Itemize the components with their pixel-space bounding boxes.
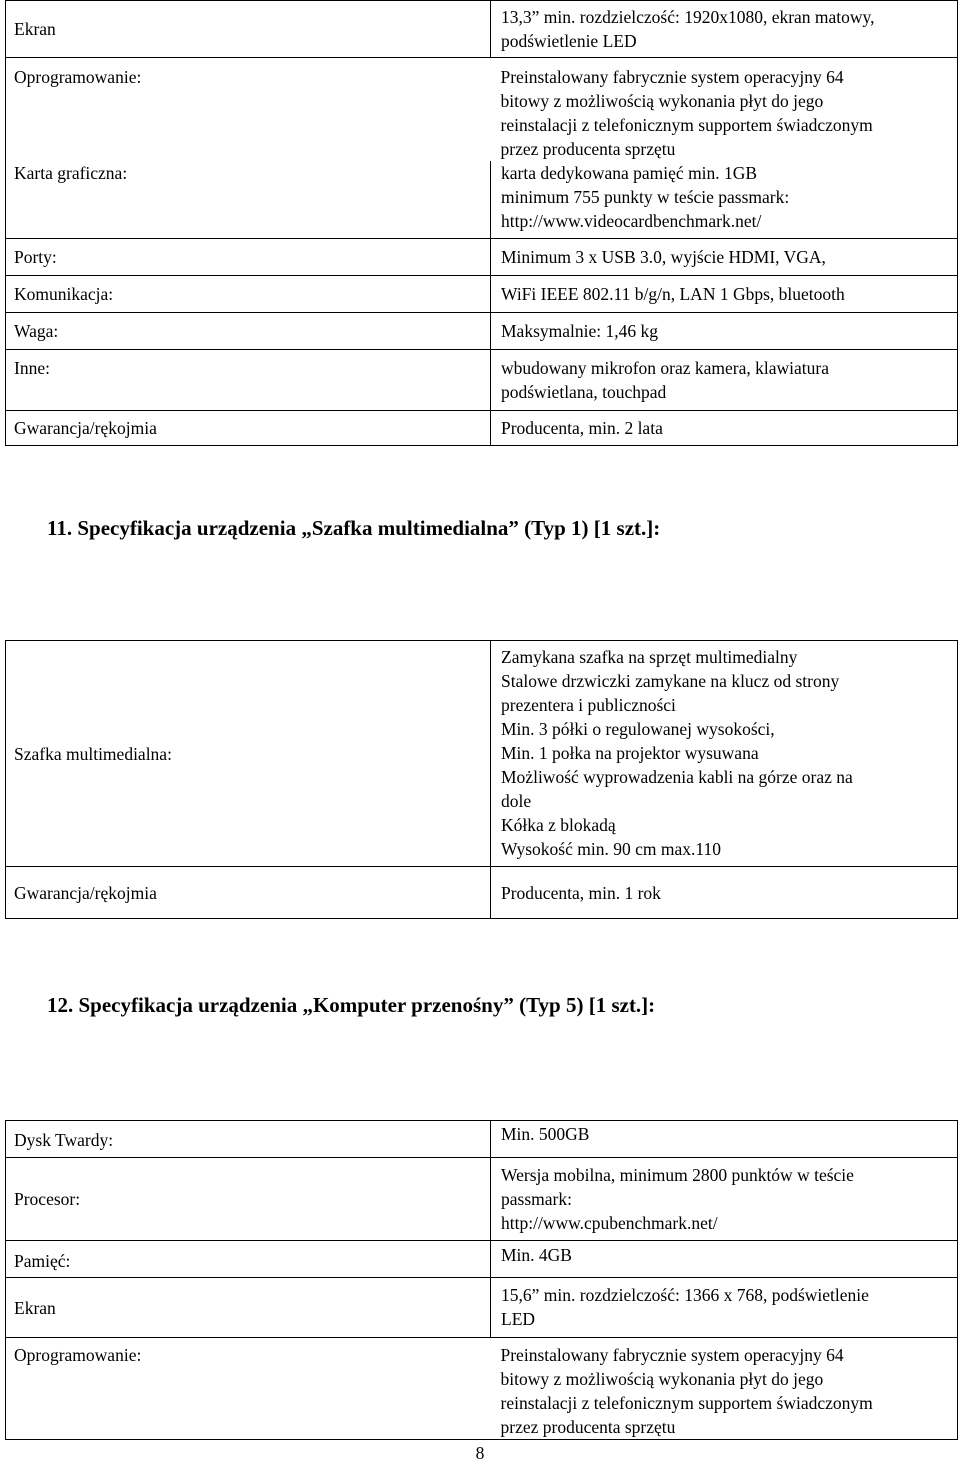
value-line: prezentera i publiczności	[501, 695, 676, 715]
value-line: Min. 500GB	[501, 1124, 590, 1144]
row-label-cell	[6, 641, 491, 867]
row-value-cell	[491, 411, 958, 446]
value-line: minimum 755 punkty w teście passmark:	[501, 187, 790, 207]
value-line: Stalowe drzwiczki zamykane na klucz od strony	[501, 671, 840, 691]
value-line: Preinstalowany fabrycznie system operacyjny 64	[500, 67, 844, 87]
row-label-cell	[6, 276, 491, 313]
row-label: Komunikacja:	[14, 284, 114, 304]
row-label-cell	[6, 1, 491, 58]
row-value-cell	[491, 1241, 958, 1278]
value-line: Możliwość wyprowadzenia kabli na górze oraz na	[501, 767, 853, 787]
row-label: Karta graficzna:	[14, 163, 128, 183]
value-line: bitowy z możliwością wykonania płyt do jego	[500, 1369, 824, 1389]
value-line: Kółka z blokadą	[501, 815, 616, 835]
value-line: dole	[501, 791, 532, 811]
row-label-cell	[6, 58, 491, 162]
row-value-cell	[491, 313, 958, 350]
row-label: Procesor:	[14, 1189, 81, 1209]
row-value-cell	[491, 239, 958, 276]
value-line: Maksymalnie: 1,46 kg	[501, 321, 658, 341]
table-row	[6, 1241, 958, 1278]
row-label: Oprogramowanie:	[14, 1345, 142, 1365]
row-label: Gwarancja/rękojmia	[14, 418, 157, 438]
row-label-cell	[6, 411, 491, 446]
row-value-cell	[491, 1, 958, 58]
row-label: Dysk Twardy:	[14, 1130, 114, 1150]
row-label-cell	[6, 313, 491, 350]
row-value-cell	[491, 641, 958, 867]
row-value-cell	[491, 350, 958, 411]
value-line: Zamykana szafka na sprzęt multimedialny	[501, 647, 798, 667]
value-line: Wysokość min. 90 cm max.110	[501, 839, 721, 859]
row-label: Ekran	[14, 19, 56, 39]
row-label-cell	[6, 1241, 491, 1278]
table-row	[6, 58, 958, 162]
value-line: Producenta, min. 2 lata	[501, 418, 663, 438]
value-line: wbudowany mikrofon oraz kamera, klawiatura	[501, 358, 830, 378]
row-label: Inne:	[14, 358, 50, 378]
spec-table-laptop-continued	[5, 0, 958, 446]
spec-table-multimedia-cabinet	[5, 640, 958, 919]
value-line: przez producenta sprzętu	[500, 1417, 676, 1437]
row-label-cell	[6, 1338, 491, 1440]
value-line: reinstalacji z telefonicznym supportem świadczonym	[500, 1393, 873, 1413]
row-label: Szafka multimedialna:	[14, 743, 172, 764]
value-line: WiFi IEEE 802.11 b/g/n, LAN 1 Gbps, bluetooth	[501, 284, 845, 304]
row-label-cell	[6, 1278, 491, 1338]
value-line: Min. 4GB	[501, 1245, 572, 1265]
row-label: Ekran	[14, 1297, 56, 1318]
value-line: Producenta, min. 1 rok	[501, 882, 661, 903]
row-value-cell	[491, 867, 958, 919]
row-label-cell	[6, 239, 491, 276]
row-label-cell	[6, 1121, 491, 1158]
section-heading-12: 12. Specyfikacja urządzenia „Komputer przenośny” (Typ 5) [1 szt.]:	[47, 993, 656, 1017]
value-line: reinstalacji z telefonicznym supportem świadczonym	[500, 115, 873, 135]
value-line: przez producenta sprzętu	[500, 139, 676, 159]
value-line: 15,6” min. rozdzielczość: 1366 x 768, podświetlenie	[501, 1285, 869, 1305]
table-row	[6, 641, 958, 867]
table-row	[6, 350, 958, 411]
row-label: Oprogramowanie:	[14, 67, 142, 87]
table-row	[6, 1158, 958, 1241]
row-value-cell	[491, 1278, 958, 1338]
section-heading-11: 11. Specyfikacja urządzenia „Szafka multimedialna” (Typ 1) [1 szt.]:	[47, 516, 661, 540]
row-label: Waga:	[14, 321, 59, 341]
value-line: passmark:	[501, 1189, 572, 1209]
value-line: http://www.cpubenchmark.net/	[501, 1213, 718, 1233]
table-row	[6, 867, 958, 919]
page-number: 8	[475, 1443, 485, 1463]
row-label-cell	[6, 161, 491, 239]
row-value-cell	[491, 1338, 958, 1440]
value-line: Minimum 3 x USB 3.0, wyjście HDMI, VGA,	[501, 247, 826, 267]
table-row	[6, 276, 958, 313]
table-row	[6, 161, 958, 239]
table-row	[6, 313, 958, 350]
value-line: 13,3” min. rozdzielczość: 1920x1080, ekran matowy,	[501, 7, 875, 27]
table-row	[6, 1, 958, 58]
table-row	[6, 1121, 958, 1158]
row-value-cell	[491, 58, 958, 162]
table-row	[6, 239, 958, 276]
row-label-cell	[6, 867, 491, 919]
row-label: Gwarancja/rękojmia	[14, 882, 157, 903]
row-value-cell	[491, 1158, 958, 1241]
row-value-cell	[491, 161, 958, 239]
row-label: Pamięć:	[14, 1251, 71, 1271]
row-value-cell	[491, 276, 958, 313]
row-label: Porty:	[14, 247, 57, 267]
table-row	[6, 411, 958, 446]
value-line: Min. 1 połka na projektor wysuwana	[501, 743, 759, 763]
row-label-cell	[6, 350, 491, 411]
value-line: podświetlenie LED	[501, 31, 637, 51]
value-line: Min. 3 półki o regulowanej wysokości,	[501, 719, 775, 739]
spec-table-laptop	[5, 1120, 958, 1440]
value-line: podświetlana, touchpad	[501, 382, 667, 402]
value-line: bitowy z możliwością wykonania płyt do jego	[500, 91, 824, 111]
value-line: karta dedykowana pamięć min. 1GB	[501, 163, 758, 183]
table-row	[6, 1278, 958, 1338]
value-line: Preinstalowany fabrycznie system operacyjny 64	[500, 1345, 844, 1365]
table-row	[6, 1338, 958, 1440]
row-label-cell	[6, 1158, 491, 1241]
value-line: LED	[501, 1309, 536, 1329]
value-line: http://www.videocardbenchmark.net/	[501, 211, 762, 231]
value-line: Wersja mobilna, minimum 2800 punktów w teście	[501, 1165, 854, 1185]
row-value-cell	[491, 1121, 958, 1158]
